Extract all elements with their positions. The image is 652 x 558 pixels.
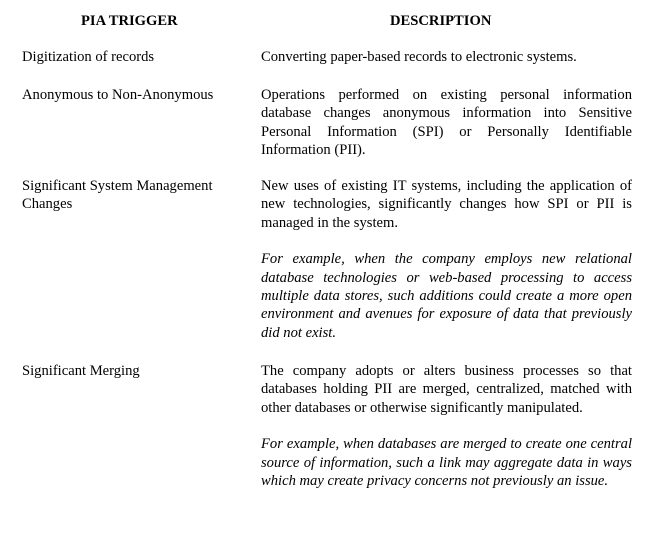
description-cell [261,86,632,160]
description-text: New uses of existing IT systems, including the application of new technologies, significantly changes how SPI or PII is managed in the system. [261,178,632,231]
trigger-cell: Digitization of records [22,49,155,65]
description-text: The company adopts or alters business processes so that databases holding PII are merged, centralized, matched with other databases or otherwise significantly manipulated. [261,363,632,416]
table-header [0,12,652,32]
description-cell [261,177,632,342]
example-text: For example, when databases are merged to create one central source of information, such a link may aggregate data in ways which may create privacy concerns not previously an issue. [261,436,632,490]
trigger-cell: Significant Merging [22,363,140,379]
trigger-cell: Significant System Management Changes [22,178,213,213]
description-text: Converting paper-based records to electronic systems. [261,49,577,65]
example-text: For example, when the company employs new relational database technologies or web-based processing to access multiple data stores, such additions could create a more open environment and avenues for exposure of data that previously did not exist. [261,251,632,341]
description-cell [261,362,632,490]
trigger-cell: Anonymous to Non-Anonymous [22,87,214,103]
header-pia-trigger: PIA TRIGGER [81,13,178,29]
description-text: Operations performed on existing personal information database changes anonymous information into Sensitive Personal Information (SPI) or Personally Identifiable Information (PII). [261,87,632,159]
description-cell [261,48,632,66]
header-description: DESCRIPTION [390,13,492,29]
